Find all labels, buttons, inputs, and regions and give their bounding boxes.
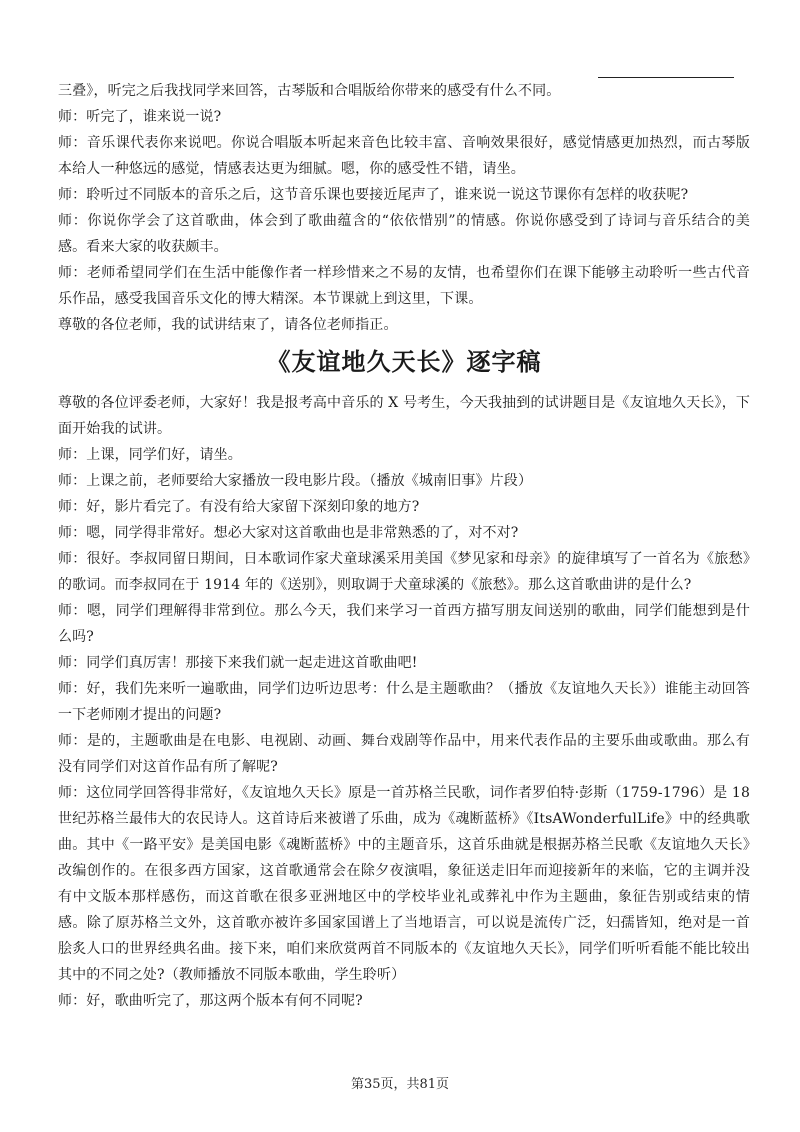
paragraph: 师：很好。李叔同留日期间，日本歌词作家犬童球溪采用美国《梦见家和母亲》的旋律填写了一首名为《旅愁》的歌词。而李叔同在于 1914 年的《送别》，则取调于犬童球溪的《旅愁》。那么这首歌曲讲的是什么?	[58, 551, 750, 593]
paragraph: 师：好，我们先来听一遍歌曲，同学们边听边思考：什么是主题歌曲？（播放《友谊地久天长》）谁能主动回答一下老师刚才提出的问题?	[58, 681, 750, 723]
paragraph: 师：你说你学会了这首歌曲，体会到了歌曲蕴含的“依依惜别”的情感。你说你感受到了诗词与音乐结合的美感。看来大家的收获颇丰。	[58, 213, 750, 255]
section-title: 《友谊地久天长》逐字稿	[266, 348, 542, 376]
paragraph: 师：是的，主题歌曲是在电影、电视剧、动画、舞台戏剧等作品中，用来代表作品的主要乐曲或歌曲。那么有没有同学们对这首作品有所了解呢?	[58, 733, 750, 775]
paragraph: 师：嗯，同学得非常好。想必大家对这首歌曲也是非常熟悉的了，对不对?	[58, 525, 519, 541]
page-number: 第35页，共81页	[350, 1077, 450, 1092]
paragraph: 师：嗯，同学们理解得非常到位。那么今天，我们来学习一首西方描写朋友间送别的歌曲，同学们能想到是什么吗?	[58, 603, 750, 645]
paragraph: 师：上课之前，老师要给大家播放一段电影片段。（播放《城南旧事》片段）	[58, 473, 533, 489]
paragraph: 尊敬的各位评委老师，大家好！我是报考高中音乐的 X 号考生，今天我抽到的试讲题目是《友谊地久天长》，下面开始我的试讲。	[58, 395, 750, 437]
paragraph: 师：这位同学回答得非常好，《友谊地久天长》原是一首苏格兰民歌，词作者罗伯特·彭斯（1759-1796）是 18 世纪苏格兰最伟大的农民诗人。这首诗后来被谱了乐曲，成为《魂断蓝桥》《ItsAWonderfulLife》中的经典歌曲。其中《一路平安》是美国电影《魂断蓝桥》中的主题音乐，这首乐曲就是根据苏格兰民歌《友谊地久天长》改编创作的。在很多西方国家，这首歌通常会在除夕夜演唱，象征送走旧年而迎接新年的来临，它的主调并没有中文版本那样感伤，而这首歌在很多亚洲地区中的学校毕业礼或葬礼中作为主题曲，象征告别或结束的情感。除了原苏格兰文外，这首歌亦被许多国家国谱上了当地语言，可以说是流传广泛，妇孺皆知，绝对是一首脍炙人口的世界经典名曲。接下来，咱们来欣赏两首不同版本的《友谊地久天长》，同学们听听看能不能比较出其中的不同之处?（教师播放不同版本歌曲，学生聆听）	[58, 785, 750, 983]
document-body	[58, 78, 750, 1014]
paragraph: 师：好，歌曲听完了，那这两个版本有何不同呢?	[58, 993, 363, 1009]
paragraph: 师：老师希望同学们在生活中能像作者一样珍惜来之不易的友情，也希望你们在课下能够主动聆听一些古代音乐作品，感受我国音乐文化的博大精深。本节课就上到这里，下课。	[58, 265, 750, 307]
paragraph: 尊敬的各位老师，我的试讲结束了，请各位老师指正。	[58, 317, 398, 333]
paragraph: 师：音乐课代表你来说吧。你说合唱版本听起来音色比较丰富、音响效果很好，感觉情感更加热烈，而古琴版本给人一种悠远的感觉，情感表达更为细腻。嗯，你的感受性不错，请坐。	[58, 135, 750, 177]
paragraph: 师：上课，同学们好，请坐。	[58, 447, 242, 463]
paragraph: 师：听完了，谁来说一说?	[58, 109, 222, 125]
paragraph: 师：聆听过不同版本的音乐之后，这节音乐课也要接近尾声了，谁来说一说这节课你有怎样的收获呢?	[58, 187, 689, 203]
paragraph: 三叠》，听完之后我找同学来回答，古琴版和合唱版给你带来的感受有什么不同。	[58, 83, 561, 99]
paragraph: 师：同学们真厉害！那接下来我们就一起走进这首歌曲吧!	[58, 655, 418, 671]
paragraph: 师：好，影片看完了。有没有给大家留下深刻印象的地方?	[58, 499, 420, 515]
